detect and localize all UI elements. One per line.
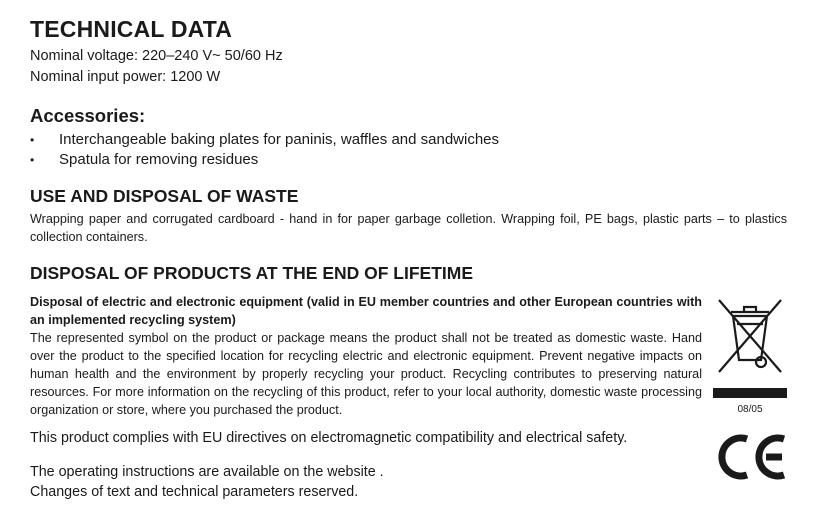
list-item [30, 130, 499, 150]
list-item [30, 150, 499, 170]
accessories-title: Accessories: [30, 105, 146, 126]
crossed-out-wheelie-bin-icon [713, 294, 787, 406]
compliance-text: This product complies with EU directives on electromagnetic compatibility and electrical safety. [30, 430, 628, 446]
document-page [30, 0, 790, 515]
nominal-input-power: Nominal input power: 1200 W [30, 69, 221, 85]
weee-date-code: 08/05 [737, 404, 763, 415]
bullet: • [30, 133, 35, 147]
nominal-voltage: Nominal voltage: 220–240 V~ 50/60 Hz [30, 48, 283, 64]
instructions-note: The operating instructions are available on the website . [30, 464, 384, 480]
waste-title: USE AND DISPOSAL OF WASTE [30, 186, 299, 206]
ce-mark-icon [716, 431, 788, 483]
technical-data-title: TECHNICAL DATA [30, 16, 233, 42]
accessory-text: Spatula for removing residues [59, 151, 259, 168]
accessories-list [30, 130, 499, 170]
disposal-text: The represented symbol on the product or package means the product shall not be treated as domestic waste. Hand over the product to the specified location for recycling electric and electronic equipment. Prevent negative impacts on human health and the environment by properly recycling your product. Recycling contributes to preserving natural resources. For more information on the recycling of this product, refer to your local authority, domestic waste processing organization or store, where you purchased the product. [30, 331, 702, 417]
changes-note: Changes of text and technical parameters reserved. [30, 484, 359, 500]
bullet: • [30, 153, 35, 167]
disposal-title: DISPOSAL OF PRODUCTS AT THE END OF LIFETIME [30, 263, 474, 283]
waste-text: Wrapping paper and corrugated cardboard - hand in for paper garbage colletion. Wrapping foil, PE bags, plastic parts – to plastics collection containers. [30, 212, 787, 244]
accessory-text: Interchangeable baking plates for paninis, waffles and sandwiches [59, 131, 500, 148]
disposal-subtitle: Disposal of electric and electronic equipment (valid in EU member countries and other European countries with an implemented recycling system) [30, 295, 702, 327]
